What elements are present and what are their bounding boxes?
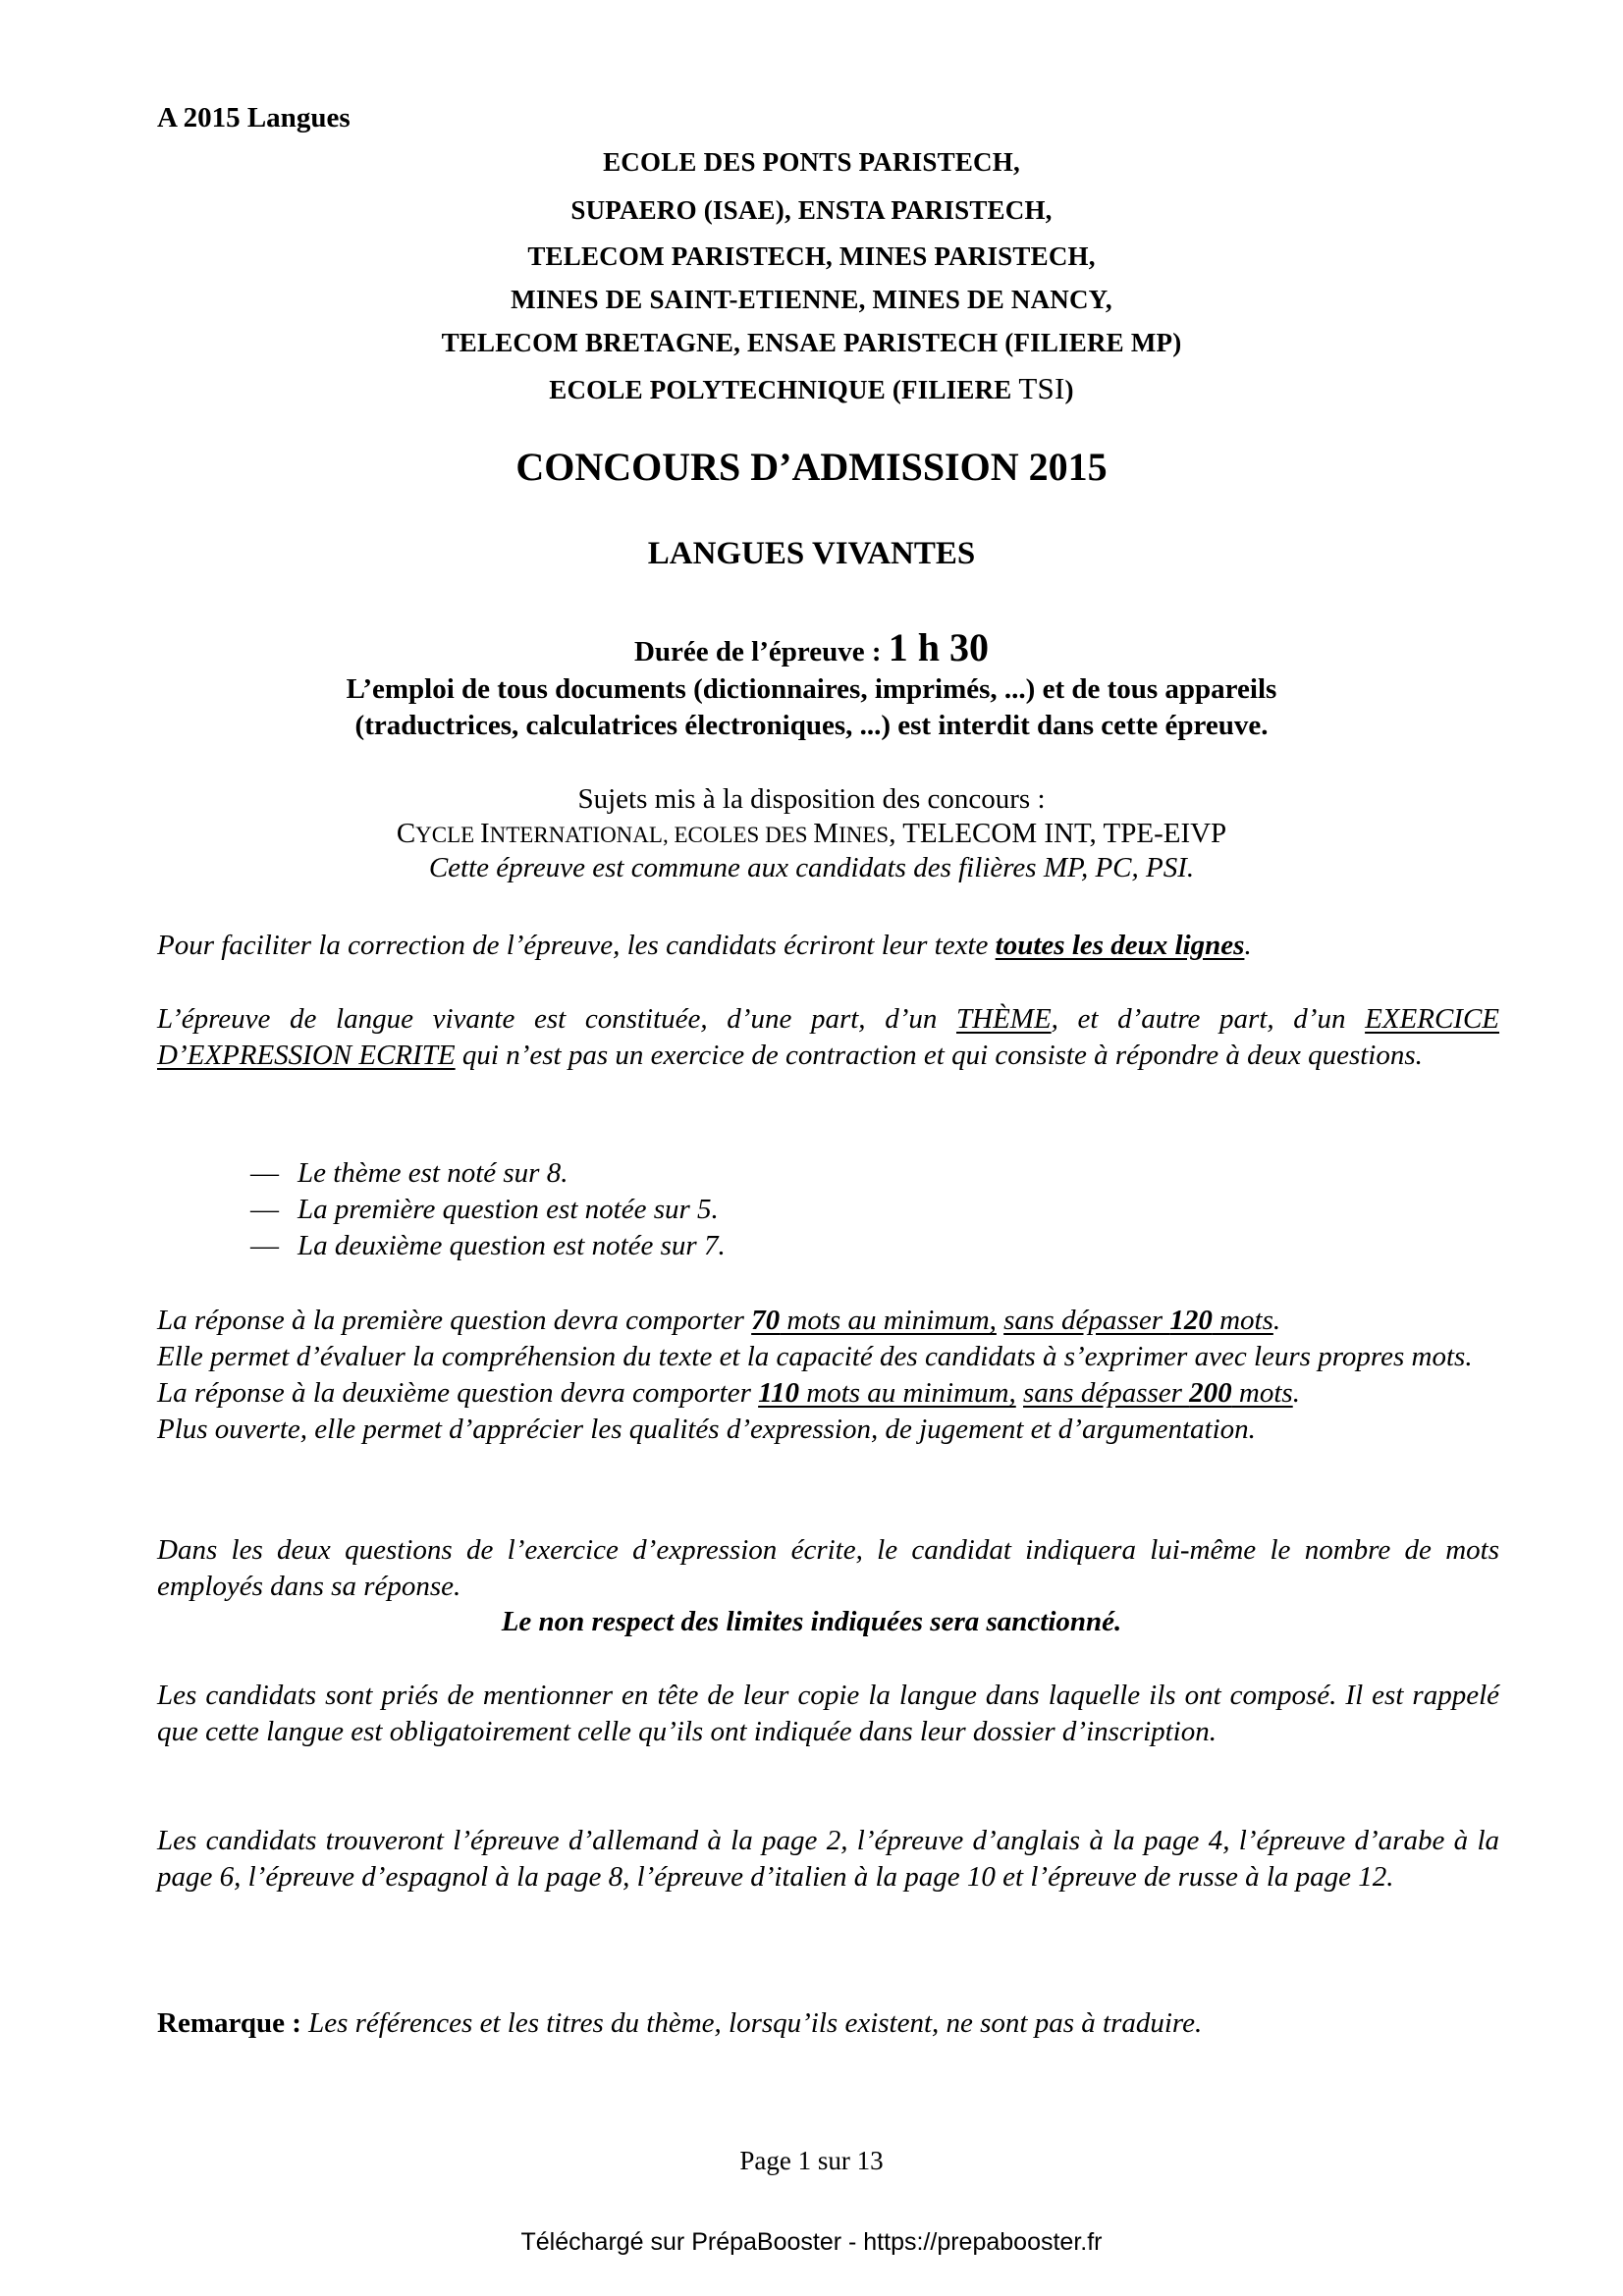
- school-line-2: SUPAERO (ISAE), ENSTA PARISTECH,: [570, 195, 1053, 225]
- theme-term: THÈME: [956, 1003, 1052, 1035]
- subjects-list-part: NTERNATIONAL, ECOLES DES: [489, 823, 814, 847]
- corner-label: A 2015 Langues: [157, 102, 351, 133]
- exercise-term: EXERCICE D’EXPRESSION ECRITE: [157, 1003, 1500, 1071]
- grading-item: — La deuxième question est notée sur 7.: [250, 1230, 726, 1261]
- exam-duration: [0, 624, 1623, 670]
- download-footer: Téléchargé sur PrépaBooster - https://prepabooster.fr: [520, 2228, 1103, 2256]
- subjects-list-part: , TELECOM INT, TPE-EIVP: [889, 818, 1227, 849]
- remark-label: Remarque :: [157, 2007, 309, 2039]
- question-requirements: [157, 1303, 1499, 1448]
- subjects-intro: Sujets mis à la disposition des concours :: [577, 783, 1046, 815]
- emphasis-every-two-lines: toutes les deux lignes: [995, 930, 1245, 961]
- word-count-instruction: Dans les deux questions de l’exercice d’expression écrite, le candidat indiquera lui-même le nombre de mots employés dans sa réponse.: [157, 1534, 1499, 1602]
- instruction-line-spacing: Pour faciliter la correction de l’épreuve, les candidats écriront leur texte toutes les deux lignes.: [157, 930, 1252, 961]
- page-number: Page 1 sur 13: [739, 2146, 884, 2175]
- duration-label: Durée de l’épreuve :: [633, 636, 889, 667]
- remark: Remarque : Les références et les titres du thème, lorsqu’ils existent, ne sont pas à traduire.: [157, 2007, 1203, 2039]
- school-line-1: ECOLE DES PONTS PARISTECH,: [603, 147, 1020, 177]
- subjects-list-part: INES: [839, 823, 890, 847]
- subjects-list-part: YCLE: [415, 823, 480, 847]
- grading-list: [250, 1155, 726, 1264]
- school-line-6: ECOLE POLYTECHNIQUE (FILIERE TSI): [549, 371, 1074, 405]
- language-instruction: Les candidats sont priés de mentionner en tête de leur copie la langue dans laquelle ils ont composé. Il est rappelé que cette langue est obligatoirement celle qu’ils ont indiquée dans leur dossier d’inscription.: [157, 1680, 1499, 1747]
- subjects-list-part: I: [479, 818, 490, 849]
- subjects-list-part: M: [813, 818, 839, 849]
- common-statement: Cette épreuve est commune aux candidats des filières MP, PC, PSI.: [428, 852, 1195, 883]
- subjects-list: [0, 816, 1623, 853]
- school-line-3: TELECOM PARISTECH, MINES PARISTECH,: [527, 241, 1096, 271]
- grading-item: — La première question est notée sur 5.: [250, 1194, 719, 1225]
- page-subtitle: LANGUES VIVANTES: [647, 536, 976, 571]
- penalty-warning: Le non respect des limites indiquées sera sanctionné.: [501, 1606, 1122, 1637]
- subjects-list-part: C: [396, 818, 416, 849]
- school-line-5: TELECOM BRETAGNE, ENSAE PARISTECH (FILIERE MP): [441, 328, 1182, 357]
- school-line-4: MINES DE SAINT-ETIENNE, MINES DE NANCY,: [511, 285, 1112, 314]
- q2-description: Plus ouverte, elle permet d’apprécier les qualités d’expression, de jugement et d’argumentation.: [157, 1414, 1256, 1445]
- page-index-instruction: Les candidats trouveront l’épreuve d’allemand à la page 2, l’épreuve d’anglais à la page 4, l’épreuve d’arabe à la page 6, l’épreuve d’espagnol à la page 8, l’épreuve d’italien à la page 10 et l’épreuve de russe à la page 12.: [157, 1825, 1499, 1893]
- q1-description: Elle permet d’évaluer la compréhension du texte et la capacité des candidats à s’exprimer avec leurs propres mots.: [157, 1341, 1473, 1372]
- rules-line-1: L’emploi de tous documents (dictionnaires, imprimés, ...) et de tous appareils: [346, 673, 1277, 705]
- duration-value: 1 h 30: [888, 625, 990, 669]
- q2-limits: La réponse à la deuxième question devra comporter 110 mots au minimum, sans dépasser 200 mots.: [157, 1377, 1300, 1409]
- rules-line-2: (traductrices, calculatrices électroniques, ...) est interdit dans cette épreuve.: [354, 710, 1269, 741]
- q1-limits: La réponse à la première question devra comporter 70 mots au minimum, sans dépasser 120 mots.: [157, 1305, 1281, 1336]
- page-title: CONCOURS D’ADMISSION 2015: [515, 445, 1108, 489]
- instruction-structure: L’épreuve de langue vivante est constituée, d’une part, d’un THÈME, et d’autre part, d’un EXERCICE D’EXPRESSION ECRITE qui n’est pas un exercice de contraction et qui consiste à répondre à deux questions.: [157, 1003, 1500, 1071]
- grading-item: — Le thème est noté sur 8.: [250, 1157, 568, 1189]
